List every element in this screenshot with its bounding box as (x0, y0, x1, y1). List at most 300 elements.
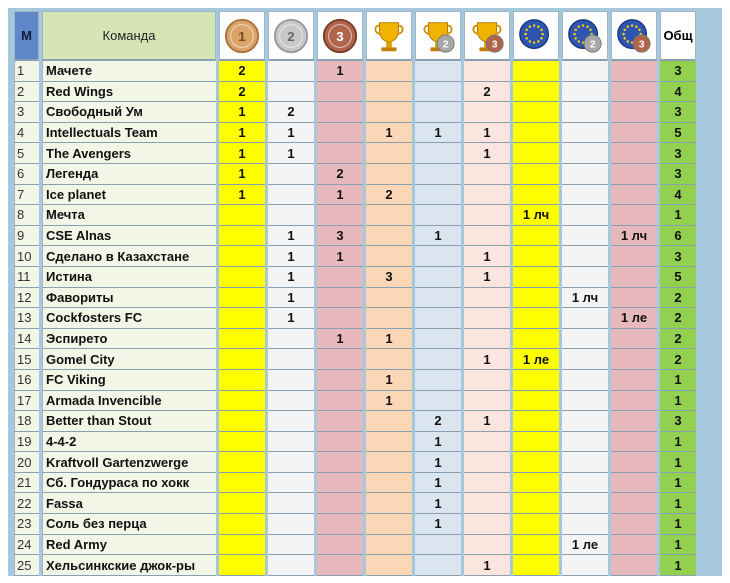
standings-table-frame (8, 8, 722, 576)
cell-euro-silver (562, 82, 608, 103)
cell-euro-gold (513, 493, 559, 514)
euro-gold-icon (517, 17, 555, 55)
cell-total: 3 (660, 411, 696, 432)
cell-bronze (317, 102, 363, 123)
cell-cup-gold: 1 (366, 123, 412, 144)
gold-cup-icon (370, 17, 408, 55)
cell-cup-silver (415, 164, 461, 185)
cell-euro-bronze (611, 493, 657, 514)
cell-silver: 1 (268, 143, 314, 164)
row-place: 18 (14, 411, 39, 432)
row-place: 17 (14, 391, 39, 412)
cell-euro-gold (513, 61, 559, 82)
cell-gold (219, 514, 265, 535)
cell-cup-bronze (464, 308, 510, 329)
cell-euro-silver (562, 102, 608, 123)
row-team-name: Мечта (42, 205, 216, 226)
cell-gold: 2 (219, 82, 265, 103)
cell-euro-silver (562, 61, 608, 82)
cell-cup-gold (366, 164, 412, 185)
cell-silver (268, 82, 314, 103)
cell-silver: 1 (268, 226, 314, 247)
cell-cup-silver (415, 143, 461, 164)
row-place: 11 (14, 267, 39, 288)
gold-medal-icon (223, 17, 261, 55)
cell-euro-silver (562, 143, 608, 164)
cell-total: 1 (660, 555, 696, 576)
cell-cup-bronze (464, 535, 510, 556)
cell-total: 4 (660, 82, 696, 103)
cell-euro-bronze (611, 185, 657, 206)
cell-euro-silver (562, 205, 608, 226)
row-place: 7 (14, 185, 39, 206)
cell-euro-gold (513, 473, 559, 494)
cell-bronze: 1 (317, 61, 363, 82)
cell-gold (219, 246, 265, 267)
cell-euro-gold (513, 391, 559, 412)
row-team-name: Фавориты (42, 288, 216, 309)
cell-cup-gold (366, 205, 412, 226)
cell-euro-bronze (611, 288, 657, 309)
row-place: 23 (14, 514, 39, 535)
row-team-name: Red Wings (42, 82, 216, 103)
cell-euro-silver (562, 246, 608, 267)
cell-bronze: 1 (317, 246, 363, 267)
cell-silver (268, 535, 314, 556)
cell-euro-gold (513, 411, 559, 432)
table-row (14, 370, 696, 391)
cell-cup-bronze (464, 432, 510, 453)
cell-euro-bronze (611, 473, 657, 494)
cell-bronze: 2 (317, 164, 363, 185)
cell-euro-silver: 1 лч (562, 288, 608, 309)
row-team-name: Ice planet (42, 185, 216, 206)
cell-cup-silver (415, 267, 461, 288)
cell-cup-silver (415, 82, 461, 103)
cell-euro-gold (513, 102, 559, 123)
svg-text:2: 2 (589, 38, 596, 50)
table-row (14, 123, 696, 144)
header-euro-bronze (611, 11, 657, 61)
cell-total: 2 (660, 329, 696, 350)
row-place: 21 (14, 473, 39, 494)
cell-cup-gold (366, 452, 412, 473)
cell-bronze (317, 123, 363, 144)
cell-cup-silver (415, 308, 461, 329)
table-row (14, 102, 696, 123)
cell-euro-silver (562, 555, 608, 576)
cell-euro-silver (562, 493, 608, 514)
cell-cup-silver (415, 349, 461, 370)
cell-euro-silver (562, 164, 608, 185)
table-row (14, 288, 696, 309)
cell-euro-gold (513, 123, 559, 144)
cell-euro-gold: 1 лч (513, 205, 559, 226)
silver-cup-icon (419, 17, 457, 55)
cell-euro-gold (513, 514, 559, 535)
cell-total: 4 (660, 185, 696, 206)
cell-silver: 1 (268, 267, 314, 288)
row-place: 19 (14, 432, 39, 453)
header-row (14, 11, 696, 61)
table-row (14, 82, 696, 103)
row-place: 6 (14, 164, 39, 185)
cell-bronze (317, 205, 363, 226)
row-place: 16 (14, 370, 39, 391)
cell-silver (268, 555, 314, 576)
cell-euro-silver (562, 370, 608, 391)
cell-silver (268, 391, 314, 412)
table-row (14, 391, 696, 412)
cell-gold (219, 493, 265, 514)
cell-silver (268, 164, 314, 185)
cell-total: 3 (660, 61, 696, 82)
cell-cup-silver (415, 370, 461, 391)
cell-total: 6 (660, 226, 696, 247)
header-bronze-medal (317, 11, 363, 61)
cell-euro-bronze (611, 514, 657, 535)
cell-gold (219, 473, 265, 494)
row-team-name: Сделано в Казахстане (42, 246, 216, 267)
cell-euro-bronze (611, 246, 657, 267)
cell-euro-bronze (611, 432, 657, 453)
cell-gold (219, 432, 265, 453)
row-team-name: Свободный Ум (42, 102, 216, 123)
cell-silver: 1 (268, 246, 314, 267)
cell-cup-silver (415, 246, 461, 267)
cell-cup-gold (366, 493, 412, 514)
header-gold-cup (366, 11, 412, 61)
row-place: 12 (14, 288, 39, 309)
cell-total: 1 (660, 493, 696, 514)
cell-cup-bronze (464, 514, 510, 535)
cell-silver (268, 349, 314, 370)
cell-cup-gold (366, 246, 412, 267)
table-row (14, 185, 696, 206)
cell-euro-bronze (611, 82, 657, 103)
cell-euro-gold (513, 82, 559, 103)
cell-euro-gold (513, 164, 559, 185)
cell-gold (219, 535, 265, 556)
cell-total: 1 (660, 370, 696, 391)
cell-cup-bronze: 1 (464, 267, 510, 288)
row-team-name: Intellectuals Team (42, 123, 216, 144)
cell-cup-gold: 3 (366, 267, 412, 288)
cell-euro-silver (562, 452, 608, 473)
bronze-medal-icon (321, 17, 359, 55)
cell-cup-silver: 1 (415, 432, 461, 453)
cell-gold (219, 267, 265, 288)
cell-bronze (317, 370, 363, 391)
cell-cup-silver (415, 391, 461, 412)
cell-cup-bronze (464, 185, 510, 206)
cell-gold: 1 (219, 143, 265, 164)
cell-gold: 1 (219, 185, 265, 206)
row-team-name: Соль без перца (42, 514, 216, 535)
table-row (14, 61, 696, 82)
cell-total: 1 (660, 473, 696, 494)
cell-total: 1 (660, 391, 696, 412)
cell-cup-gold (366, 143, 412, 164)
cell-bronze (317, 82, 363, 103)
standings-body (14, 61, 696, 576)
cell-cup-silver (415, 205, 461, 226)
row-team-name: FC Viking (42, 370, 216, 391)
cell-cup-silver (415, 185, 461, 206)
table-row (14, 164, 696, 185)
cell-silver (268, 452, 314, 473)
cell-cup-gold: 1 (366, 370, 412, 391)
cell-euro-gold (513, 267, 559, 288)
cell-gold (219, 288, 265, 309)
cell-euro-gold (513, 452, 559, 473)
row-place: 14 (14, 329, 39, 350)
table-row (14, 473, 696, 494)
cell-cup-bronze (464, 473, 510, 494)
cell-total: 3 (660, 164, 696, 185)
cell-bronze (317, 473, 363, 494)
row-place: 10 (14, 246, 39, 267)
header-euro-silver (562, 11, 608, 61)
row-place: 20 (14, 452, 39, 473)
cell-cup-bronze: 2 (464, 82, 510, 103)
cell-bronze (317, 535, 363, 556)
cell-bronze (317, 143, 363, 164)
row-team-name: Armada Invencible (42, 391, 216, 412)
table-row (14, 226, 696, 247)
cell-bronze (317, 493, 363, 514)
cell-bronze (317, 411, 363, 432)
table-row (14, 143, 696, 164)
cell-cup-silver (415, 535, 461, 556)
cell-cup-bronze (464, 370, 510, 391)
cell-cup-bronze (464, 102, 510, 123)
cell-silver (268, 432, 314, 453)
cell-cup-gold (366, 226, 412, 247)
row-team-name: Fassa (42, 493, 216, 514)
svg-text:2: 2 (287, 28, 295, 44)
cell-bronze (317, 452, 363, 473)
cell-total: 5 (660, 267, 696, 288)
row-team-name: Истина (42, 267, 216, 288)
row-place: 25 (14, 555, 39, 576)
cell-cup-gold: 2 (366, 185, 412, 206)
cell-euro-bronze (611, 205, 657, 226)
cell-total: 1 (660, 432, 696, 453)
header-place: М (14, 11, 39, 61)
cell-gold (219, 226, 265, 247)
row-team-name: Gomel City (42, 349, 216, 370)
cell-cup-silver (415, 329, 461, 350)
cell-euro-gold (513, 370, 559, 391)
standings-table (11, 11, 699, 576)
row-place: 2 (14, 82, 39, 103)
cell-silver: 1 (268, 308, 314, 329)
cell-silver (268, 185, 314, 206)
row-place: 8 (14, 205, 39, 226)
silver-medal-icon (272, 17, 310, 55)
cell-cup-bronze (464, 164, 510, 185)
svg-text:3: 3 (638, 38, 645, 50)
cell-cup-gold (366, 411, 412, 432)
cell-bronze: 1 (317, 329, 363, 350)
cell-total: 5 (660, 123, 696, 144)
cell-cup-gold (366, 555, 412, 576)
cell-cup-silver: 1 (415, 226, 461, 247)
cell-total: 3 (660, 102, 696, 123)
cell-euro-gold (513, 143, 559, 164)
row-team-name: Эспирето (42, 329, 216, 350)
cell-cup-bronze (464, 226, 510, 247)
row-place: 3 (14, 102, 39, 123)
cell-cup-bronze (464, 452, 510, 473)
cell-cup-silver (415, 555, 461, 576)
row-place: 4 (14, 123, 39, 144)
cell-euro-bronze (611, 329, 657, 350)
cell-euro-silver (562, 411, 608, 432)
cell-euro-silver (562, 391, 608, 412)
header-bronze-cup (464, 11, 510, 61)
cell-cup-gold: 1 (366, 329, 412, 350)
cell-cup-silver (415, 61, 461, 82)
cell-total: 2 (660, 288, 696, 309)
cell-bronze (317, 432, 363, 453)
cell-cup-bronze: 1 (464, 123, 510, 144)
cell-cup-gold (366, 82, 412, 103)
cell-gold: 1 (219, 102, 265, 123)
table-row (14, 452, 696, 473)
row-team-name: 4-4-2 (42, 432, 216, 453)
cell-bronze (317, 555, 363, 576)
cell-euro-bronze (611, 535, 657, 556)
table-row (14, 432, 696, 453)
table-row (14, 308, 696, 329)
cell-euro-bronze (611, 411, 657, 432)
cell-silver (268, 205, 314, 226)
cell-silver (268, 370, 314, 391)
cell-euro-silver (562, 226, 608, 247)
row-place: 15 (14, 349, 39, 370)
cell-euro-bronze (611, 267, 657, 288)
cell-euro-bronze (611, 452, 657, 473)
cell-cup-silver: 1 (415, 123, 461, 144)
cell-euro-gold (513, 432, 559, 453)
row-team-name: Легенда (42, 164, 216, 185)
cell-silver: 1 (268, 123, 314, 144)
header-total: Общ (660, 11, 696, 61)
cell-total: 1 (660, 514, 696, 535)
cell-bronze: 3 (317, 226, 363, 247)
cell-cup-bronze: 1 (464, 555, 510, 576)
table-row (14, 411, 696, 432)
cell-euro-bronze (611, 61, 657, 82)
cell-total: 3 (660, 246, 696, 267)
cell-cup-silver (415, 102, 461, 123)
cell-cup-bronze (464, 288, 510, 309)
cell-gold (219, 349, 265, 370)
cell-cup-bronze: 1 (464, 411, 510, 432)
cell-euro-silver (562, 123, 608, 144)
table-row (14, 329, 696, 350)
row-place: 1 (14, 61, 39, 82)
row-team-name: CSE Alnas (42, 226, 216, 247)
cell-gold (219, 452, 265, 473)
row-place: 5 (14, 143, 39, 164)
row-place: 9 (14, 226, 39, 247)
row-team-name: Kraftvoll Gartenzwerge (42, 452, 216, 473)
cell-cup-silver (415, 288, 461, 309)
row-team-name: Хельсинкские джок-ры (42, 555, 216, 576)
euro-silver-icon (566, 17, 604, 55)
row-team-name: Мачете (42, 61, 216, 82)
cell-cup-gold (366, 308, 412, 329)
cell-gold (219, 555, 265, 576)
cell-gold (219, 329, 265, 350)
cell-euro-gold: 1 ле (513, 349, 559, 370)
cell-silver (268, 473, 314, 494)
cell-gold: 1 (219, 123, 265, 144)
cell-cup-gold (366, 514, 412, 535)
cell-euro-bronze (611, 143, 657, 164)
header-euro-gold (513, 11, 559, 61)
cell-euro-silver (562, 267, 608, 288)
cell-total: 2 (660, 349, 696, 370)
cell-euro-bronze: 1 лч (611, 226, 657, 247)
cell-total: 1 (660, 205, 696, 226)
cell-cup-silver: 1 (415, 452, 461, 473)
row-team-name: Cockfosters FC (42, 308, 216, 329)
cell-euro-bronze: 1 ле (611, 308, 657, 329)
cell-silver (268, 493, 314, 514)
cell-cup-silver: 2 (415, 411, 461, 432)
cell-cup-bronze: 1 (464, 246, 510, 267)
cell-total: 2 (660, 308, 696, 329)
cell-euro-bronze (611, 370, 657, 391)
cell-bronze (317, 308, 363, 329)
cell-euro-bronze (611, 102, 657, 123)
table-row (14, 535, 696, 556)
cell-bronze (317, 267, 363, 288)
cell-silver (268, 411, 314, 432)
cell-gold: 2 (219, 61, 265, 82)
euro-bronze-icon (615, 17, 653, 55)
row-place: 13 (14, 308, 39, 329)
cell-euro-silver (562, 473, 608, 494)
cell-gold (219, 308, 265, 329)
cell-cup-gold (366, 535, 412, 556)
cell-euro-silver (562, 308, 608, 329)
cell-bronze (317, 514, 363, 535)
cell-euro-bronze (611, 123, 657, 144)
table-row (14, 205, 696, 226)
row-team-name: Red Army (42, 535, 216, 556)
cell-silver (268, 329, 314, 350)
cell-bronze (317, 391, 363, 412)
cell-cup-silver: 1 (415, 514, 461, 535)
cell-euro-gold (513, 308, 559, 329)
cell-total: 1 (660, 535, 696, 556)
cell-cup-gold (366, 473, 412, 494)
cell-euro-gold (513, 329, 559, 350)
table-row (14, 267, 696, 288)
svg-text:3: 3 (336, 28, 344, 44)
cell-cup-bronze (464, 329, 510, 350)
cell-euro-gold (513, 185, 559, 206)
cell-gold (219, 411, 265, 432)
cell-silver (268, 61, 314, 82)
cell-silver (268, 514, 314, 535)
cell-cup-silver: 1 (415, 493, 461, 514)
